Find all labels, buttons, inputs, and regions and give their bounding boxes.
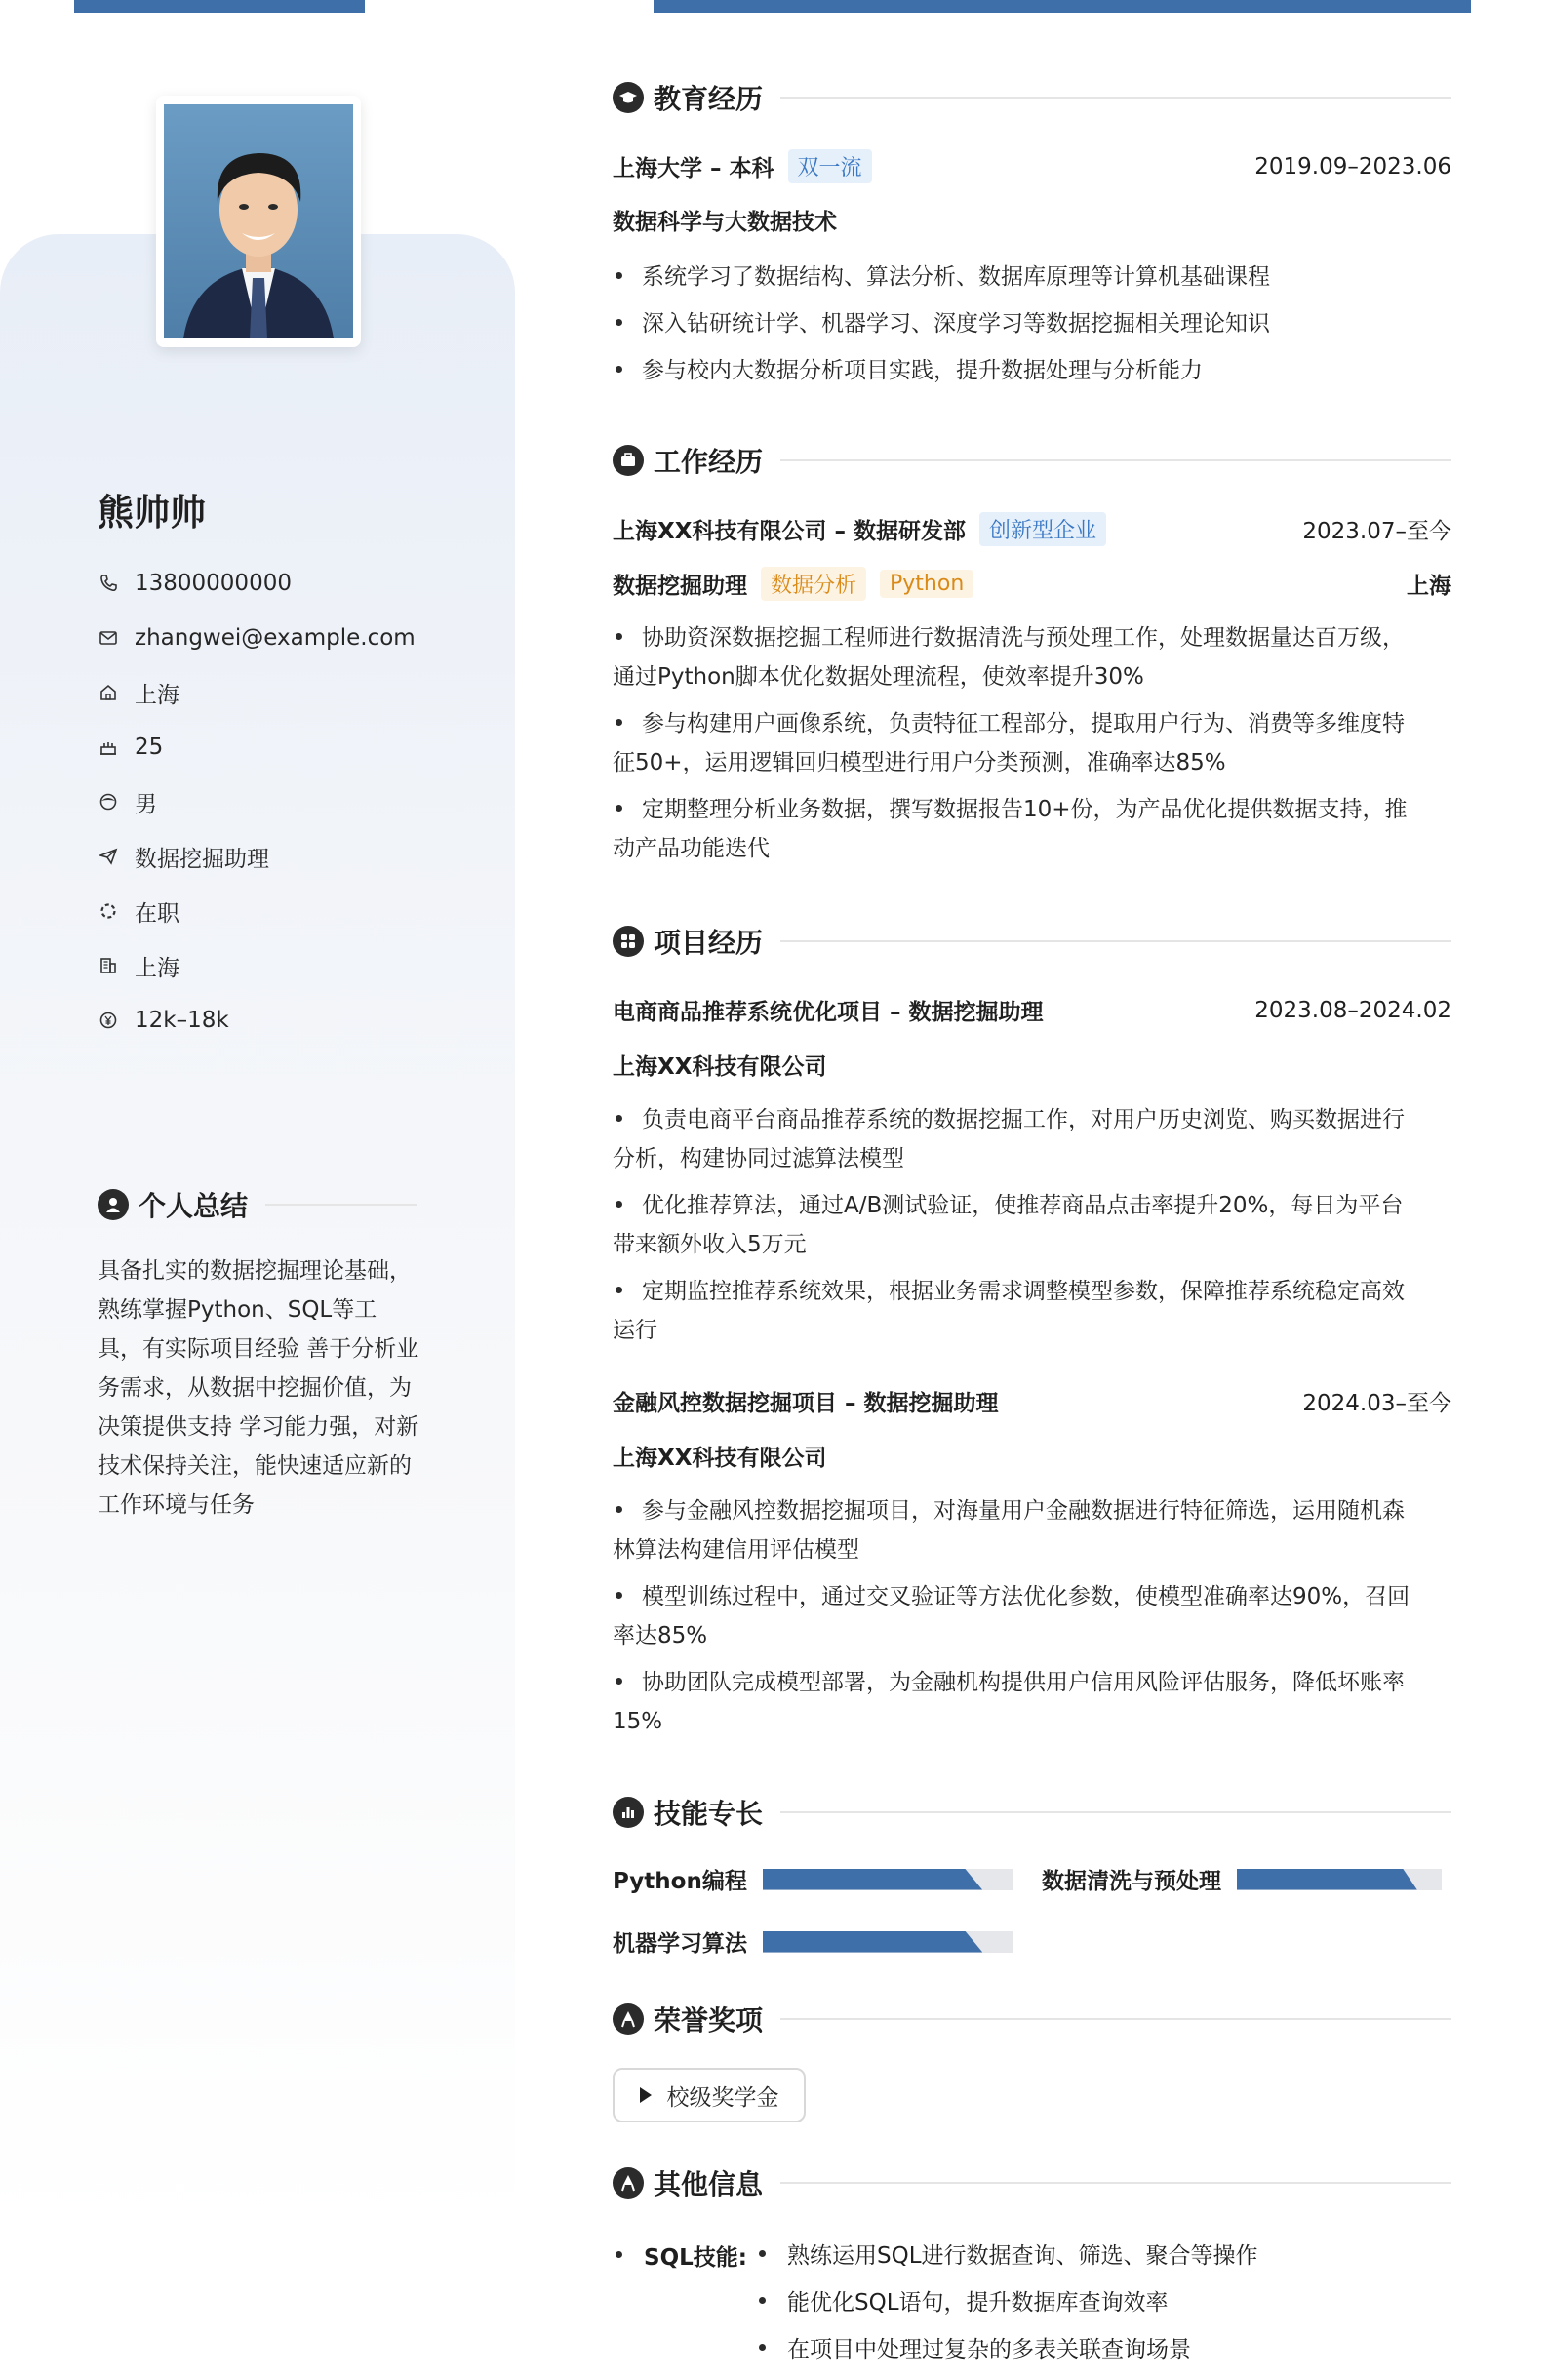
info-gender-text: 男	[135, 791, 157, 817]
list-item: 深入钻研统计学、机器学习、深度学习等数据挖掘相关理论知识	[613, 305, 1451, 352]
list-item: 系统学习了数据结构、算法分析、数据库原理等计算机基础课程	[613, 258, 1451, 305]
info-age	[98, 720, 416, 774]
bullet	[616, 2251, 622, 2258]
info-status-text: 在职	[135, 900, 179, 927]
graduation-cap-icon	[613, 82, 644, 113]
info-home	[98, 665, 416, 720]
top-accent-bar-right	[654, 0, 1471, 13]
list-item: 在项目中处理过复杂的多表关联查询场景	[759, 2323, 1258, 2370]
bar-chart-icon	[613, 1797, 644, 1828]
skill-name: Python编程	[613, 1869, 747, 1894]
list-item: 优化推荐算法，通过A/B测试验证，使推荐商品点击率提升20%，每日为平台 带来额外收入5万元	[613, 1193, 1404, 1257]
work-header	[613, 441, 1451, 480]
school-name: 上海大学 – 本科	[613, 156, 774, 181]
skill-item	[613, 1863, 1013, 1895]
grid-icon	[613, 926, 644, 957]
skill-bar	[1237, 1869, 1442, 1890]
project-name: 电商商品推荐系统优化项目 – 数据挖掘助理	[613, 1000, 1044, 1025]
summary-title: 个人总结	[139, 1190, 249, 1222]
info-email-text: zhangwei@example.com	[135, 625, 416, 651]
skill-name: 机器学习算法	[613, 1931, 747, 1957]
project-name: 金融风控数据挖掘项目 – 数据挖掘助理	[613, 1391, 999, 1416]
top-accent-bar-left	[74, 0, 365, 13]
summary-header	[98, 1185, 417, 1224]
project-2-bullets	[613, 1491, 1451, 1741]
project-1-bullets	[613, 1100, 1451, 1350]
award-label: 校级奖学金	[666, 2084, 779, 2111]
work-company-row	[613, 512, 1451, 546]
divider	[780, 940, 1451, 942]
project-company: 上海XX科技有限公司	[613, 1054, 827, 1080]
cake-icon	[98, 736, 119, 758]
work-date: 2023.07–至今	[1302, 519, 1451, 544]
other-sublist	[759, 2230, 1258, 2370]
education-major-row	[613, 204, 1451, 236]
skill-item	[613, 1925, 1013, 1958]
company-tag: 创新型企业	[979, 512, 1106, 546]
education-date: 2019.09–2023.06	[1254, 153, 1451, 179]
yen-icon	[98, 1010, 119, 1031]
skill-bar-fill	[763, 1931, 982, 1953]
major: 数据科学与大数据技术	[613, 210, 837, 235]
role-tag: 数据分析	[761, 567, 866, 601]
skill-bar	[763, 1869, 1013, 1890]
info-age-text: 25	[135, 734, 164, 760]
company-name: 上海XX科技有限公司 – 数据研发部	[613, 519, 966, 544]
work-location: 上海	[1407, 574, 1451, 599]
home-icon	[98, 682, 119, 703]
project-2-company-row	[613, 1440, 1451, 1472]
other-title: 其他信息	[654, 2168, 764, 2201]
work-bullets	[613, 618, 1451, 868]
info-home-text: 上海	[135, 682, 179, 708]
info-phone	[98, 556, 416, 611]
list-item: 定期监控推荐系统效果，根据业务需求调整模型参数，保障推荐系统稳定高效 运行	[613, 1279, 1405, 1343]
skill-bar-fill	[763, 1869, 982, 1890]
divider	[265, 1204, 417, 1206]
project-date: 2023.08–2024.02	[1254, 997, 1451, 1023]
summary-text: 具备扎实的数据挖掘理论基础，熟练掌握Python、SQL等工具，有实际项目经验 善于分析业务需求，从数据中挖掘价值，为决策提供支持 学习能力强，对新技术保持关注，能快速适应新的工作环境与任务	[98, 1258, 419, 1518]
sidebar	[0, 234, 515, 2234]
skill-item	[1042, 1863, 1442, 1895]
skills-header	[613, 1793, 1451, 1832]
list-item: 参与金融风控数据挖掘项目，对海量用户金融数据进行特征筛选，运用随机森 林算法构建信用评估模型	[613, 1498, 1405, 1563]
project-1-row	[613, 994, 1451, 1026]
project-2-row	[613, 1385, 1451, 1417]
skill-name: 数据清洗与预处理	[1042, 1869, 1221, 1894]
skill-bar	[763, 1931, 1013, 1953]
list-item: 协助团队完成模型部署，为金融机构提供用户信用风险评估服务，降低坏账率 15%	[613, 1670, 1405, 1734]
avatar-photo	[164, 104, 353, 338]
education-header	[613, 78, 1451, 117]
info-position-text: 数据挖掘助理	[135, 846, 269, 872]
other-label: SQL技能:	[644, 2245, 747, 2271]
divider	[780, 459, 1451, 461]
phone-icon	[98, 573, 119, 594]
building-icon	[98, 955, 119, 976]
school-tag: 双一流	[788, 149, 872, 183]
awards-header	[613, 2000, 1451, 2039]
list-item: 参与构建用户画像系统，负责特征工程部分，提取用户行为、消费等多维度特 征50+，运用逻辑回归模型进行用户分类预测，准确率达85%	[613, 711, 1405, 775]
other-header	[613, 2163, 1451, 2202]
divider	[780, 97, 1451, 99]
skills-title: 技能专长	[654, 1798, 764, 1830]
list-item: 协助资深数据挖掘工程师进行数据清洗与预处理工作，处理数据量达百万级， 通过Python脚本优化数据处理流程，使效率提升30%	[613, 625, 1405, 690]
divider	[780, 2182, 1451, 2184]
list-item: 定期整理分析业务数据，撰写数据报告10+份，为产品优化提供数据支持，推 动产品功能迭代	[613, 797, 1408, 861]
info-gender	[98, 774, 416, 829]
list-item: 能优化SQL语句，提升数据库查询效率	[759, 2277, 1258, 2323]
work-role-row	[613, 567, 1451, 601]
project-1-company-row	[613, 1049, 1451, 1081]
list-item: 参与校内大数据分析项目实践，提升数据处理与分析能力	[613, 352, 1451, 399]
user-icon	[98, 1189, 129, 1220]
mail-icon	[98, 627, 119, 649]
divider	[780, 1811, 1451, 1813]
info-email	[98, 611, 416, 665]
award-icon	[613, 2003, 644, 2035]
contact-info-list	[98, 556, 416, 1048]
info-salary-text: 12k–18k	[135, 1008, 229, 1033]
info-salary	[98, 993, 416, 1048]
candidate-name: 熊帅帅	[98, 492, 206, 534]
education-title: 教育经历	[654, 83, 764, 115]
education-bullets	[613, 258, 1451, 399]
role: 数据挖掘助理	[613, 574, 747, 599]
gender-icon	[98, 791, 119, 813]
award-icon	[613, 2167, 644, 2199]
info-city	[98, 938, 416, 993]
play-icon	[640, 2087, 652, 2103]
info-phone-text: 13800000000	[135, 571, 292, 596]
info-city-text: 上海	[135, 955, 179, 981]
projects-header	[613, 922, 1451, 961]
projects-title: 项目经历	[654, 927, 764, 959]
project-date: 2024.03–至今	[1302, 1391, 1451, 1416]
list-item: 负责电商平台商品推荐系统的数据挖掘工作，对用户历史浏览、购买数据进行 分析，构建协同过滤算法模型	[613, 1107, 1405, 1171]
briefcase-icon	[613, 445, 644, 476]
work-title: 工作经历	[654, 446, 764, 478]
list-item: 模型训练过程中，通过交叉验证等方法优化参数，使模型准确率达90%，召回 率达85%	[613, 1584, 1410, 1648]
role-tag: Python	[880, 570, 973, 598]
status-icon	[98, 900, 119, 922]
education-school-row	[613, 149, 1451, 183]
award-item-button[interactable]	[613, 2068, 806, 2122]
send-icon	[98, 846, 119, 867]
info-position	[98, 829, 416, 884]
avatar	[156, 96, 361, 347]
divider	[780, 2018, 1451, 2020]
awards-title: 荣誉奖项	[654, 2004, 764, 2037]
project-company: 上海XX科技有限公司	[613, 1446, 827, 1471]
info-status	[98, 884, 416, 938]
skill-bar-fill	[1237, 1869, 1417, 1890]
list-item: 熟练运用SQL进行数据查询、筛选、聚合等操作	[759, 2230, 1258, 2277]
